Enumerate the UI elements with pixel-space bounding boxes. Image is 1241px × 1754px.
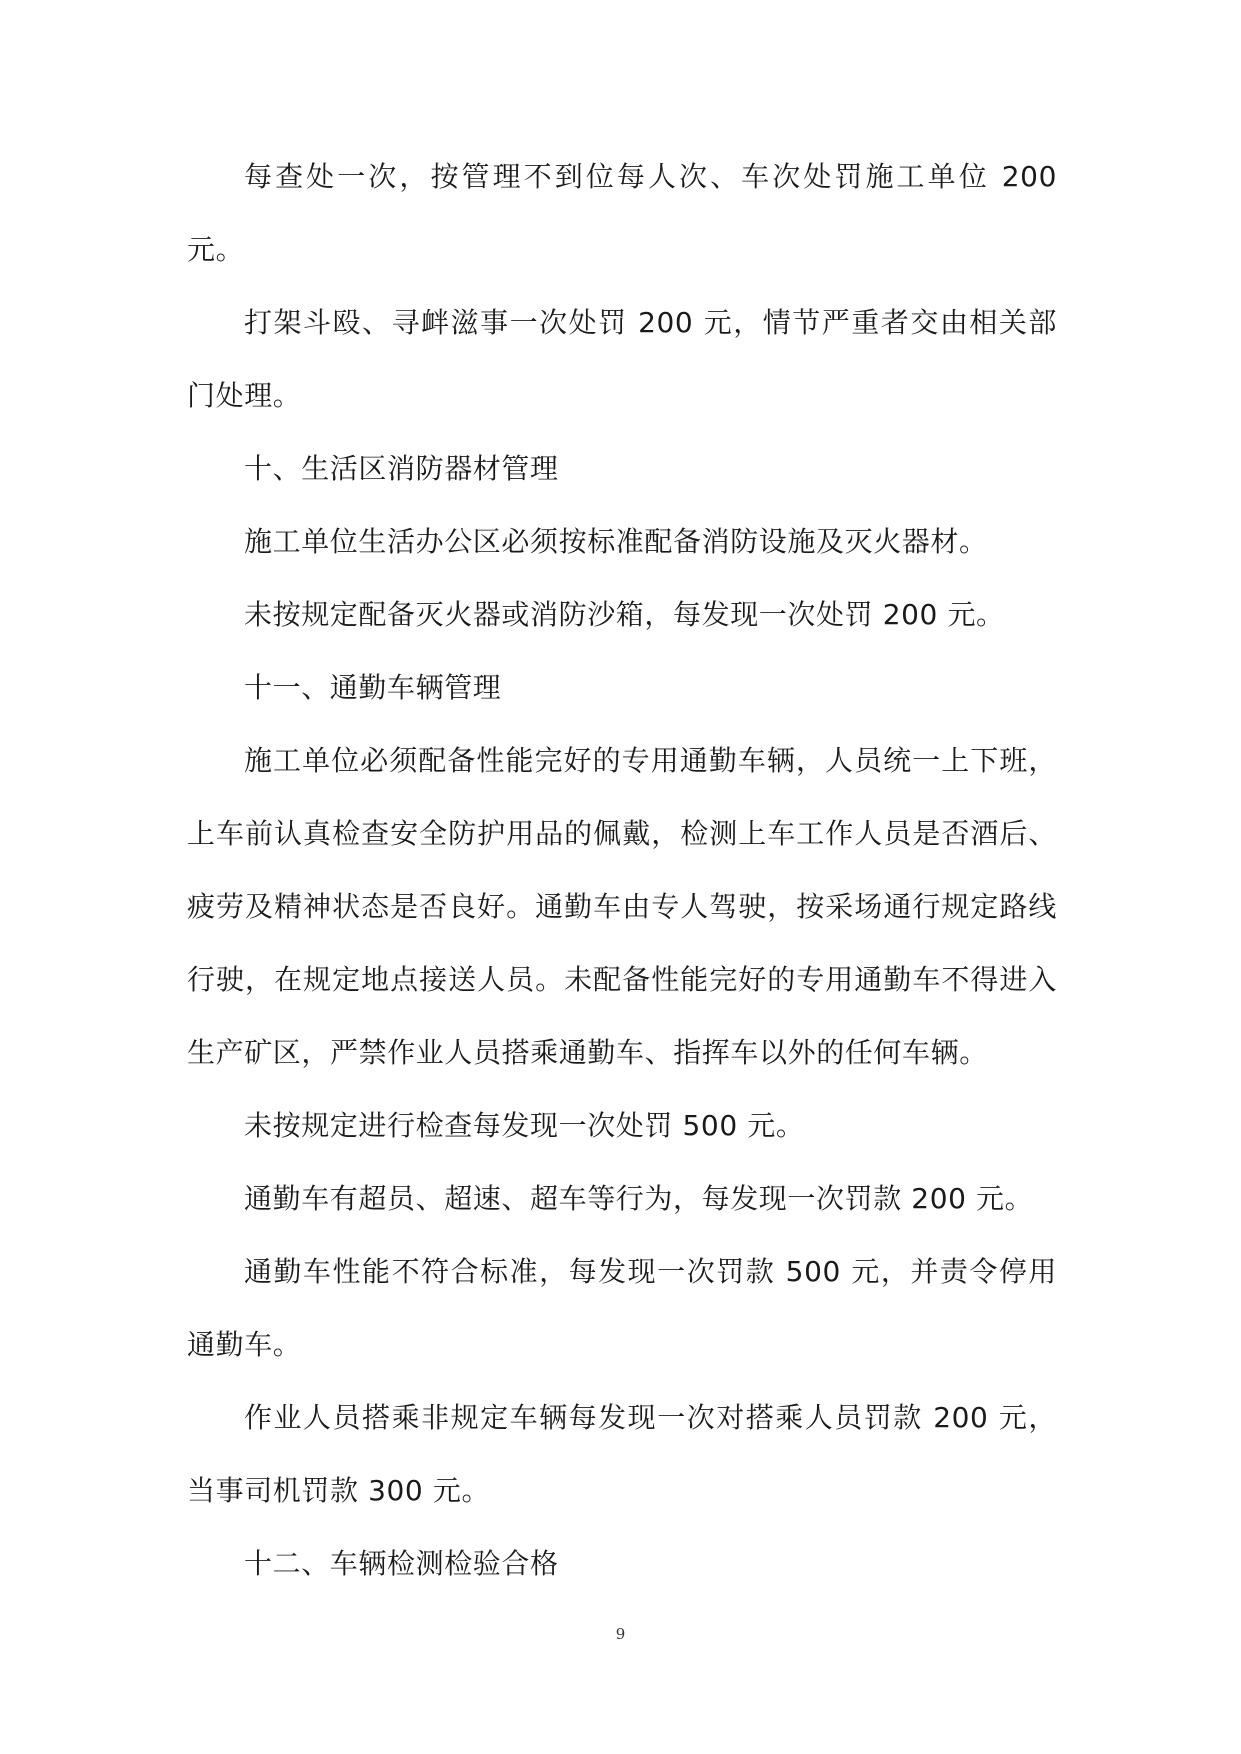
- paragraph-fire-equipment-penalty: 未按规定配备灭火器或消防沙箱，每发现一次处罚 200 元。: [244, 598, 1005, 631]
- paragraph-unauthorized-ride-penalty: 作业人员搭乘非规定车辆每发现一次对搭乘人员罚款 200 元，当事司机罚款 300 元。: [187, 1401, 1057, 1507]
- paragraph-penalty-management: 每查处一次，按管理不到位每人次、车次处罚施工单位 200 元。: [187, 160, 1057, 266]
- section-heading-fire-equipment: 十、生活区消防器材管理: [244, 452, 559, 485]
- paragraph-overload-penalty: 通勤车有超员、超速、超车等行为，每发现一次罚款 200 元。: [244, 1182, 1034, 1215]
- section-heading-commuter-vehicles: 十一、通勤车辆管理: [244, 671, 502, 704]
- paragraph-vehicle-standard-penalty: 通勤车性能不符合标准，每发现一次罚款 500 元，并责令停用通勤车。: [187, 1255, 1057, 1361]
- paragraph-fighting-penalty: 打架斗殴、寻衅滋事一次处罚 200 元，情节严重者交由相关部门处理。: [187, 306, 1057, 412]
- page-number: 9: [615, 1625, 626, 1643]
- document-body: [187, 140, 1057, 1600]
- paragraph-fire-equipment-requirement: 施工单位生活办公区必须按标准配备消防设施及灭火器材。: [244, 525, 988, 558]
- paragraph-inspection-penalty: 未按规定进行检查每发现一次处罚 500 元。: [244, 1109, 805, 1142]
- paragraph-commuter-vehicle-rules: 施工单位必须配备性能完好的专用通勤车辆，人员统一上下班，上车前认真检查安全防护用品的佩戴，检测上车工作人员是否酒后、疲劳及精神状态是否良好。通勤车由专人驾驶，按采场通行规定路线行驶，在规定地点接送人员。未配备性能完好的专用通勤车不得进入生产矿区，严禁作业人员搭乘通勤车、指挥车以外的任何车辆。: [187, 744, 1057, 1069]
- section-heading-vehicle-inspection: 十二、车辆检测检验合格: [244, 1547, 559, 1580]
